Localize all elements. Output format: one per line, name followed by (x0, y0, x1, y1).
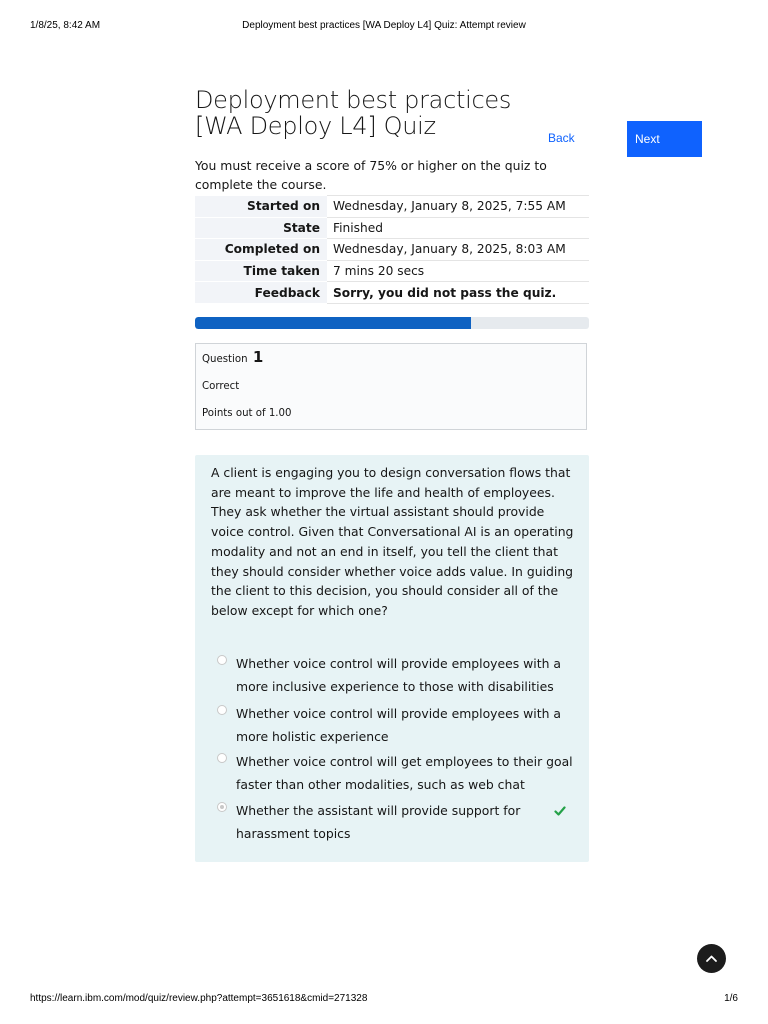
summary-value: Wednesday, January 8, 2025, 8:03 AM (327, 239, 589, 261)
question-number-value: 1 (252, 348, 264, 366)
page-title: Deployment best practices [WA Deploy L4] Quiz (195, 86, 512, 140)
scroll-to-top-button[interactable] (697, 944, 726, 973)
answer-radio[interactable] (217, 705, 227, 715)
summary-label: Started on (195, 196, 327, 218)
question-number (202, 348, 263, 366)
question-info (195, 343, 587, 430)
summary-value: 7 mins 20 secs (327, 260, 589, 282)
summary-row-completed (195, 239, 589, 261)
check-icon (554, 805, 566, 817)
summary-row-started (195, 196, 589, 218)
quiz-intro: You must receive a score of 75% or higher on the quiz to complete the course. (195, 158, 547, 192)
answer-radio[interactable] (217, 655, 227, 665)
print-page-title: Deployment best practices [WA Deploy L4] Quiz: Attempt review (242, 20, 526, 31)
feedback-value: Sorry, you did not pass the quiz. (327, 282, 589, 304)
answer-label: Whether the assistant will provide support for harassment topics (236, 803, 521, 841)
answer-label: Whether voice control will provide employees with a more holistic experience (236, 706, 561, 744)
answer-label: Whether voice control will get employees to their goal faster than other modalities, such as web chat (236, 754, 573, 792)
question-prefix: Question (202, 354, 248, 365)
print-datetime: 1/8/25, 8:42 AM (30, 20, 101, 31)
question-grade: Points out of 1.00 (202, 408, 292, 419)
progress-bar-fill (195, 317, 471, 329)
question-content (195, 455, 589, 862)
next-button[interactable]: Next (627, 121, 702, 157)
answer-radio[interactable] (217, 753, 227, 763)
answer-radio-selected[interactable] (217, 802, 227, 812)
back-link[interactable]: Back (548, 131, 575, 145)
summary-label: Time taken (195, 260, 327, 282)
progress-bar (195, 317, 589, 329)
summary-label: Completed on (195, 239, 327, 261)
print-url: https://learn.ibm.com/mod/quiz/review.php?attempt=3651618&cmid=271328 (30, 993, 368, 1004)
summary-row-state (195, 217, 589, 239)
summary-row-feedback (195, 282, 589, 304)
summary-label: State (195, 217, 327, 239)
summary-label: Feedback (195, 282, 327, 304)
question-state: Correct (202, 381, 240, 392)
summary-row-time-taken (195, 260, 589, 282)
chevron-up-icon (705, 952, 718, 965)
summary-value: Wednesday, January 8, 2025, 7:55 AM (327, 196, 589, 218)
attempt-summary-table (195, 195, 589, 304)
print-page-number: 1/6 (724, 993, 738, 1004)
question-text: A client is engaging you to design conversation flows that are meant to improve the life and health of employees. They ask whether the virtual assistant should provide voice control. Given that Conversational AI is an operating modality and not an end in itself, you tell the client that they should consider whether voice adds value. In guiding the client to this decision, you should consider all of the below except for which one? (211, 465, 574, 618)
answer-label: Whether voice control will provide employees with a more inclusive experience to those with disabilities (236, 656, 561, 694)
summary-value: Finished (327, 217, 589, 239)
